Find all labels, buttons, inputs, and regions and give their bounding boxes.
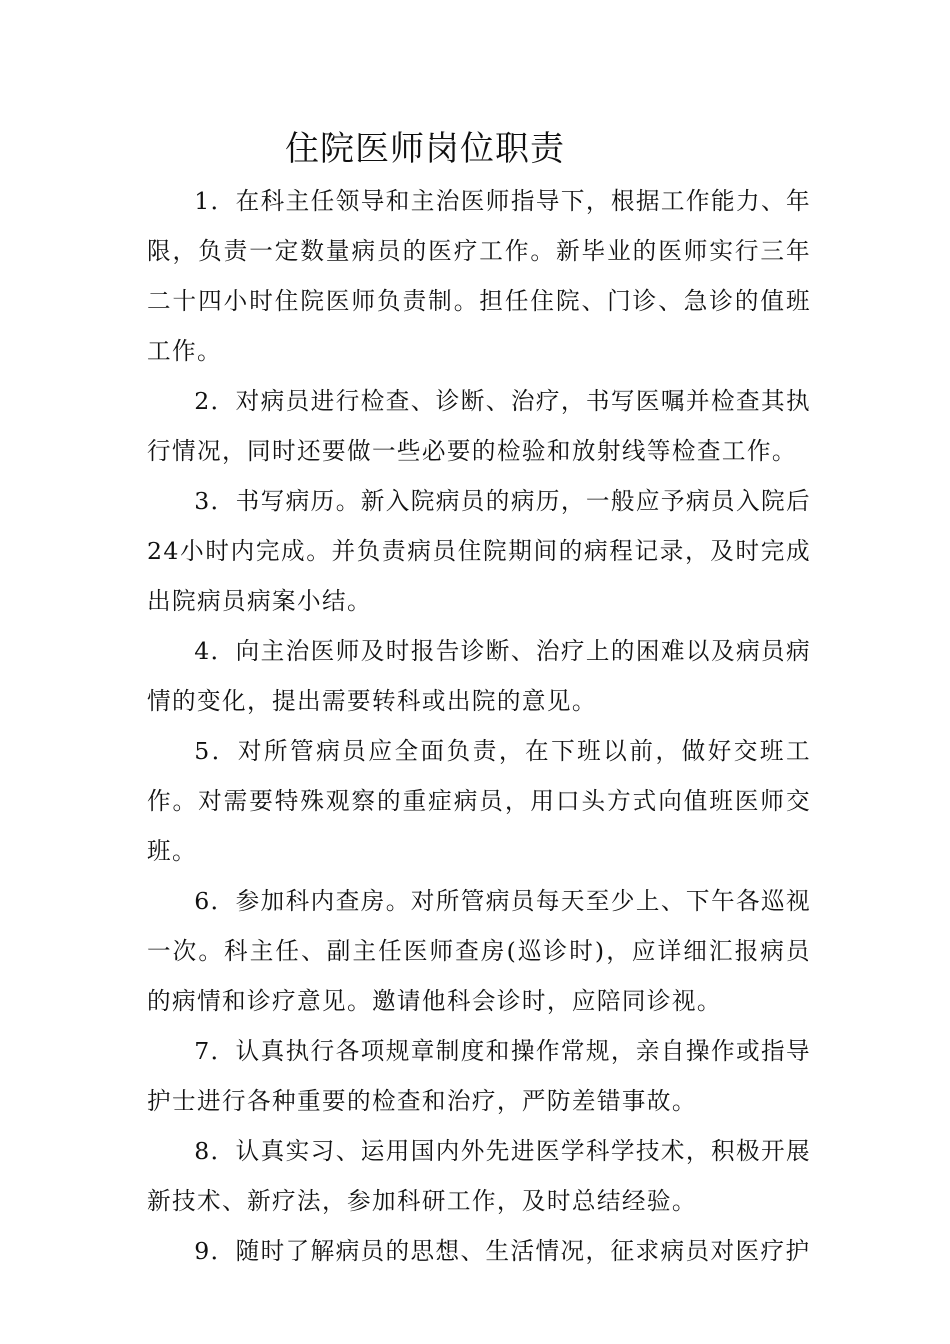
document-title: 住院医师岗位职责: [285, 129, 565, 169]
paragraph-1: 1．在科主任领导和主治医师指导下，根据工作能力、年限，负责一定数量病员的医疗工作。新毕业的医师实行三年二十四小时住院医师负责制。担任住院、门诊、急诊的值班工作。: [147, 187, 811, 365]
paragraph-2: 2．对病员进行检查、诊断、治疗，书写医嘱并检查其执行情况，同时还要做一些必要的检验和放射线等检查工作。: [147, 387, 811, 465]
paragraph-6: 6．参加科内查房。对所管病员每天至少上、下午各巡视一次。科主任、副主任医师查房(巡诊时)，应详细汇报病员的病情和诊疗意见。邀请他科会诊时，应陪同诊视。: [147, 887, 811, 1015]
document-body: [147, 176, 811, 1276]
paragraph-5: 5．对所管病员应全面负责，在下班以前，做好交班工作。对需要特殊观察的重症病员，用口头方式向值班医师交班。: [147, 737, 811, 865]
paragraph-4: 4．向主治医师及时报告诊断、治疗上的困难以及病员病情的变化，提出需要转科或出院的意见。: [147, 637, 811, 715]
paragraph-8: 8．认真实习、运用国内外先进医学科学技术，积极开展新技术、新疗法，参加科研工作，及时总结经验。: [147, 1137, 811, 1215]
paragraph-7: 7．认真执行各项规章制度和操作常规，亲自操作或指导护士进行各种重要的检查和治疗，严防差错事故。: [147, 1037, 811, 1115]
paragraph-9: 9．随时了解病员的思想、生活情况，征求病员对医疗护: [194, 1237, 811, 1265]
paragraph-3: 3．书写病历。新入院病员的病历，一般应予病员入院后24小时内完成。并负责病员住院期间的病程记录，及时完成出院病员病案小结。: [147, 487, 811, 615]
